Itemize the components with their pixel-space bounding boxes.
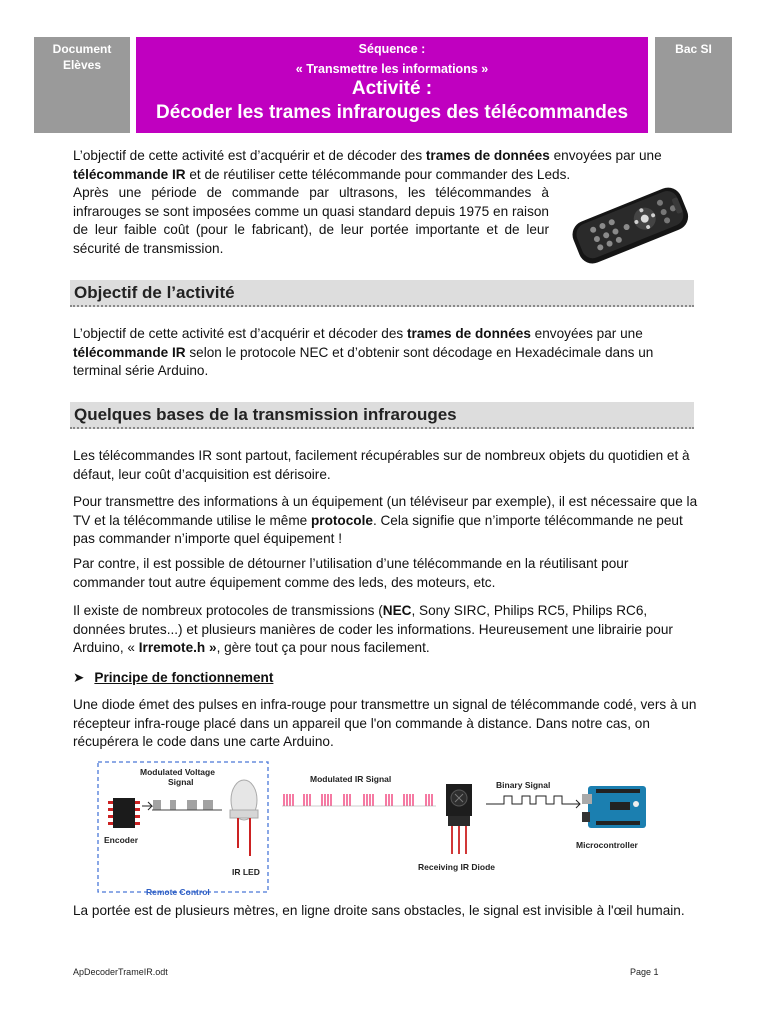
ir-remote-image xyxy=(566,182,692,268)
intro-bold-remote: télécommande IR xyxy=(73,166,186,182)
intro-bold-frames: trames de données xyxy=(425,148,550,163)
ir-transmission-diagram xyxy=(96,758,658,901)
ir-receiver-icon xyxy=(446,784,472,854)
document-type-box xyxy=(34,37,130,133)
principle-paragraph: Une diode émet des pulses en infra-rouge pour transmettre un signal de télécommande codé, vers à un récepteur infra-rouge placé dans un appareil que l'on commande à distance. Dans notre cas, on récupérera le code dans une carte Arduino. xyxy=(73,697,697,750)
intro-text: envoyées par une xyxy=(549,148,662,163)
objective-bold-remote: télécommande IR xyxy=(73,344,186,360)
modulated-voltage-waveform xyxy=(152,800,222,810)
microcontroller-label: Microcontroller xyxy=(576,840,638,850)
principle-bullet xyxy=(73,670,273,686)
objective-text: L’objectif de cette activité est d’acquérir et décoder des xyxy=(73,326,407,341)
intro-paragraph-2: Après une période de commande par ultrasons, les télécommandes à infrarouges se sont imposées comme un quasi standard depuis 1975 en raison de leur faible coût (pour le fabricant), de leur portée importante et de leur sécurité de transmission. xyxy=(73,185,549,256)
level-label: Bac SI xyxy=(675,42,712,56)
basics-text: Il existe de nombreux protocoles de transmissions ( xyxy=(73,603,383,618)
basics-text: Pour transmettre des informations à un équipement (un téléviseur par exemple), il est nécessaire que la TV et la télécommande utilise le même xyxy=(73,494,698,528)
basics-paragraph-2 xyxy=(73,493,701,549)
basics-text: , Sony SIRC, Philips RC5, Philips RC6, données brutes...) et plusieurs manières de coder les informations. Heureusement une librairie pour Arduino, « xyxy=(73,603,673,656)
modulated-voltage-label-2: Signal xyxy=(168,777,194,787)
range-paragraph: La portée est de plusieurs mètres, en ligne droite sans obstacles, le signal est invisible à l'œil humain. xyxy=(73,903,685,918)
level-box xyxy=(655,37,732,133)
remote-control-label: Remote Control xyxy=(146,887,210,897)
objective-text: envoyées par une xyxy=(530,326,643,341)
document-label: Document xyxy=(52,42,112,56)
title-banner xyxy=(136,37,648,133)
basics-bold-nec: NEC xyxy=(382,603,412,618)
intro-text: et de réutiliser cette télécommande pour commander des Leds. xyxy=(185,166,571,182)
objective-text: selon le protocole NEC et d’obtenir sont décodage en Hexadécimale dans un terminal série Arduino. xyxy=(73,344,654,379)
ir-led-icon xyxy=(230,780,258,856)
binary-signal-label: Binary Signal xyxy=(496,780,551,790)
audience-label: Elèves xyxy=(62,58,102,72)
sequence-label: Séquence : xyxy=(358,42,426,56)
arrow-bullet-icon: ➤ xyxy=(73,670,85,685)
basics-bold-library: Irremote.h » xyxy=(138,640,217,656)
footer-page-number: Page 1 xyxy=(630,967,659,977)
objective-bold-frames: trames de données xyxy=(407,326,531,341)
objective-paragraph xyxy=(73,325,701,381)
section-heading-ir-basics: Quelques bases de la transmission infrarouges xyxy=(70,402,694,429)
activity-label: Activité : xyxy=(351,78,433,99)
modulated-voltage-label: Modulated Voltage xyxy=(140,767,215,777)
encoder-chip-icon xyxy=(108,798,140,828)
section-heading-objective: Objectif de l’activité xyxy=(70,280,694,307)
basics-paragraph-1: Les télécommandes IR sont partout, facilement récupérables sur de nombreux objets du quotidien et à défaut, leur coût d’acquisition est dérisoire. xyxy=(73,448,690,482)
intro-paragraph-1 xyxy=(73,147,701,184)
basics-text: . Cela signifie que n’importe télécommande ne peut pas commander n’importe quel équipement ! xyxy=(73,512,683,547)
principle-heading: Principe de fonctionnement xyxy=(94,670,274,685)
modulated-ir-waveform xyxy=(284,794,432,806)
encoder-label: Encoder xyxy=(104,835,139,845)
basics-text: , gère tout ça pour nous facilement. xyxy=(216,640,430,656)
arduino-board-icon xyxy=(582,786,646,828)
sequence-title: « Transmettre les informations » xyxy=(295,62,489,76)
receiving-diode-label: Receiving IR Diode xyxy=(418,862,495,872)
footer-filename: ApDecoderTrameIR.odt xyxy=(73,967,168,977)
binary-waveform xyxy=(486,796,572,804)
activity-title: Décoder les trames infrarouges des télécommandes xyxy=(155,102,629,123)
basics-bold-protocol: protocole xyxy=(311,512,373,528)
intro-text: L’objectif de cette activité est d’acquérir et de décoder des xyxy=(73,148,426,163)
modulated-ir-label: Modulated IR Signal xyxy=(310,774,392,784)
basics-paragraph-3: Par contre, il est possible de détourner l’utilisation d’une télécommande en la réutilisant pour commander tout autre équipement comme des leds, des moteurs, etc. xyxy=(73,556,629,590)
basics-paragraph-4 xyxy=(73,602,701,658)
ir-led-label: IR LED xyxy=(232,867,260,877)
